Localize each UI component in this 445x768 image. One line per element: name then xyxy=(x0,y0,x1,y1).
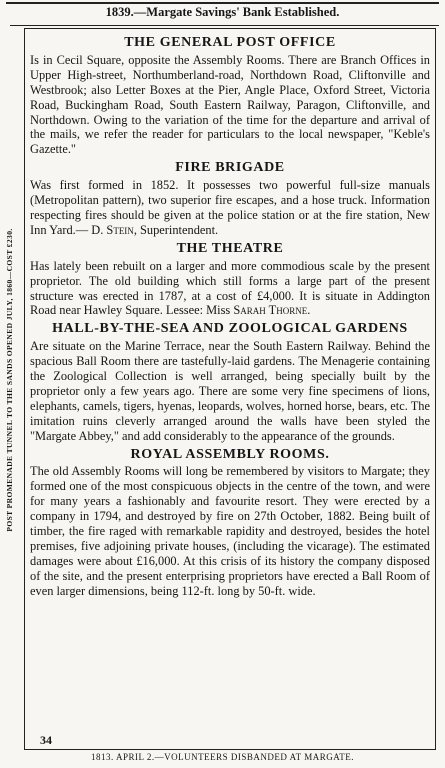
section-title: HALL-BY-THE-SEA AND ZOOLOGICAL GARDENS xyxy=(52,321,408,337)
lessee-name: Sarah Thorne. xyxy=(233,303,311,318)
section-body-text: Was first formed in 1852. It possesses two powerful full-size manuals (Metropolitan pattern), two superior fire escapes, and a hose truck. Information respecting fires should be given at the police station or at the fire station, New Inn Yard.— xyxy=(30,178,430,237)
section-body xyxy=(30,259,430,319)
section-body: The old Assembly Rooms will long be remembered by visitors to Margate; they formed one of the most conspicuous objects in the centre of the town, and were for many years a fashionably and favourite resort. They were erected by a company in 1794, and destroyed by fire on 27th October, 1882. Being built of timber, the fire raged with remarkable rapidity and destroyed, besides the hotel premises, five adjoining private houses, (including the vicarage). The estimated damages were about £16,000. At this crisis of its history the company disposed of the site, and the present enterprising proprietors have erected a Ball Room of even larger dimensions, being 112-ft. long by 50-ft. wide. xyxy=(30,464,430,598)
superintendent-role: , Superintendent. xyxy=(133,222,219,237)
side-note: POST PROMENADE TUNNEL TO THE SANDS OPENED JULY, 1860—COST £230. xyxy=(5,228,14,532)
section-theatre xyxy=(30,242,430,319)
section-body-text: Has lately been rebuilt on a larger and more commodious scale by the present proprietor. The old building which still forms a large part of the present structure was erected in 1787, at a cost of £4,000. It is situate in Addington Road near Hawley Square. Lessee: Miss xyxy=(30,258,430,318)
section-title: THE GENERAL POST OFFICE xyxy=(124,35,336,50)
section-body: Is in Cecil Square, opposite the Assembly Rooms. There are Branch Offices in Upper High-street, Northumberland-road, Northdown Road, Cliftonville and Westbrook; also Letter Boxes at the Pier, Angle Place, Oxford Street, Victoria Road, Buckingham Road, South Eastern Railway, Paragon, Cliftonville, and Northdown. Owing to the variation of the time for the departure and arrival of the mails, we refer the reader for particulars to the local newspaper, "Keble's Gazette." xyxy=(30,52,430,157)
section-title: FIRE BRIGADE xyxy=(175,160,285,176)
section-assembly-rooms xyxy=(30,448,430,599)
section-body xyxy=(30,178,430,238)
header-rule xyxy=(10,25,439,26)
top-rule xyxy=(6,2,439,4)
section-title: ROYAL ASSEMBLY ROOMS. xyxy=(130,446,330,462)
section-title: THE THEATRE xyxy=(176,240,284,256)
section-hall-by-the-sea xyxy=(30,322,430,443)
running-footer: 1813. APRIL 2.—VOLUNTEERS DISBANDED AT MARGATE. xyxy=(90,752,354,762)
section-post-office xyxy=(30,36,430,157)
section-body: Are situate on the Marine Terrace, near the South Eastern Railway. Behind the spacious Ball Room there are tastefully-laid gardens. The Menagerie containing the Zoological Collection is well arranged, being specially built by the proprietor only a few years ago. There are some very fine specimens of lions, elephants, camels, tigers, hyenas, leopards, wolves, horned horse, bears, etc. The imitation ruins cleverly arranged around the walls have been styled the "Margate Abbey," and add considerably to the appearance of the grounds. xyxy=(30,339,430,443)
running-header: 1839.—Margate Savings' Bank Established. xyxy=(105,5,340,19)
superintendent-name: D. Stein xyxy=(91,222,134,237)
section-fire-brigade xyxy=(30,161,430,238)
article-content xyxy=(30,36,430,603)
page-number: 34 xyxy=(40,733,52,747)
